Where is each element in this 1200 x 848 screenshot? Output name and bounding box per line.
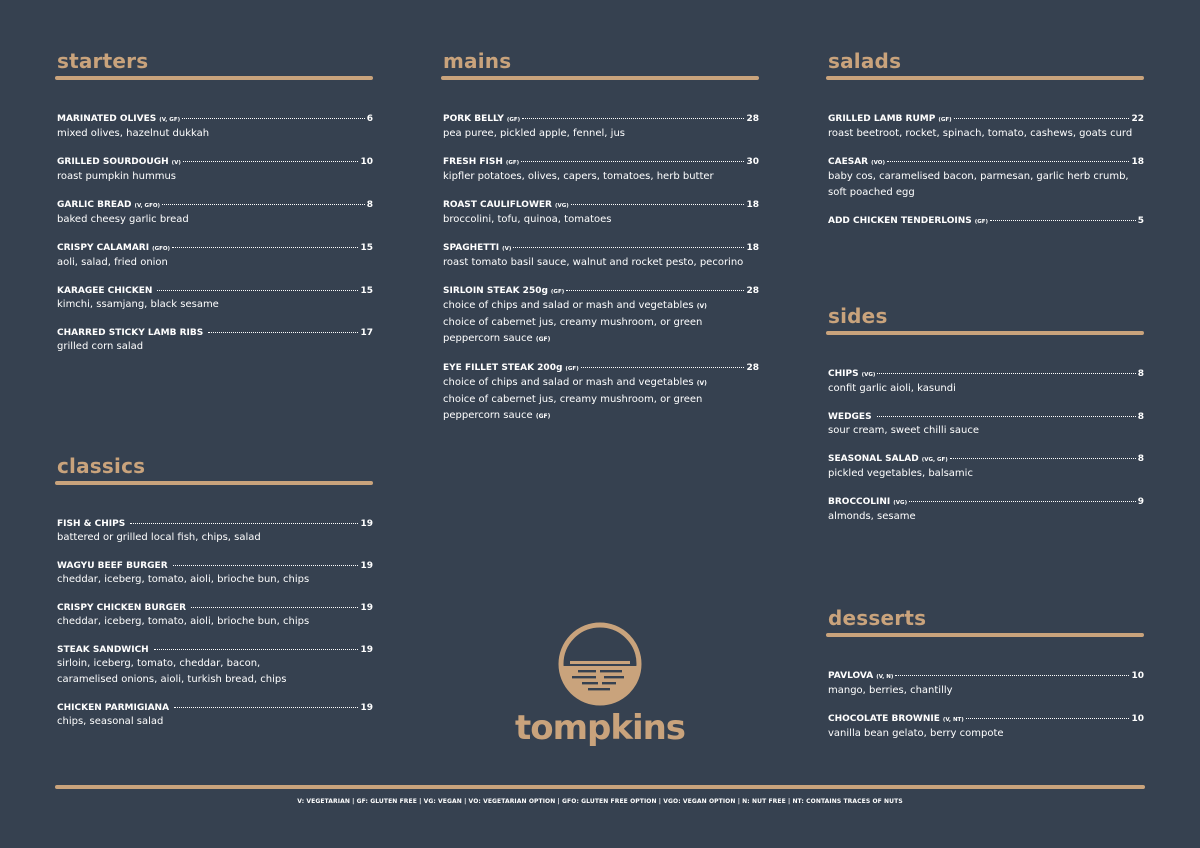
menu-item: [441, 362, 759, 425]
item-name: WAGYU BEEF BURGER: [57, 561, 168, 571]
item-price: 8: [1137, 454, 1144, 464]
menu-item: [55, 285, 373, 313]
item-name: FISH & CHIPS: [57, 519, 126, 529]
dot-leader: [173, 565, 359, 566]
dot-leader: [172, 247, 358, 248]
item-name: CRISPY CALAMARI: [57, 243, 150, 253]
menu-item: [55, 702, 373, 730]
dot-leader: [950, 458, 1136, 459]
item-tags: (GF): [565, 366, 579, 372]
dot-leader: [208, 332, 358, 333]
item-tags: (GF): [505, 160, 520, 166]
item-price: 28: [746, 363, 759, 373]
item-tags: (VO): [871, 160, 885, 166]
item-tags: (V, N): [876, 674, 894, 680]
dot-leader: [877, 373, 1135, 374]
item-description: kipfler potatoes, olives, capers, tomatoes, herb butter: [443, 171, 714, 182]
item-price: 19: [360, 561, 373, 571]
item-name: CHARRED STICKY LAMB RIBS: [57, 328, 204, 338]
section-title: desserts: [828, 606, 927, 630]
item-tags: (GF): [550, 289, 565, 295]
item-name: PAVLOVA: [828, 671, 874, 681]
item-description: sirloin, iceberg, tomato, cheddar, bacon, caramelised onions, aioli, turkish bread, chips: [57, 658, 287, 685]
menu-item: [826, 368, 1144, 397]
section-desserts: [826, 605, 1144, 756]
item-description: battered or grilled local fish, chips, salad: [57, 532, 261, 543]
section-divider: [826, 633, 1144, 637]
menu-item: [441, 242, 759, 271]
item-name: FRESH FISH: [443, 157, 503, 167]
item-tags: (GF): [938, 117, 952, 123]
dot-leader: [522, 118, 744, 119]
item-price: 19: [360, 519, 373, 529]
item-tags: (VG): [861, 372, 876, 378]
item-price: 10: [1131, 671, 1144, 681]
item-description: vanilla bean gelato, berry compote: [828, 728, 1004, 739]
item-tags: (GFO): [152, 246, 171, 252]
item-price: 5: [1137, 216, 1144, 226]
item-price: 6: [366, 114, 373, 124]
dot-leader: [581, 367, 745, 368]
menu-item: [826, 670, 1144, 699]
item-tags: (GF): [974, 219, 989, 225]
item-price: 17: [360, 328, 373, 338]
item-description: chips, seasonal salad: [57, 716, 164, 727]
dot-leader: [521, 161, 744, 162]
section-starters: [55, 48, 373, 369]
section-sides: [826, 303, 1144, 539]
menu-item: [826, 215, 1144, 228]
item-price: 18: [1131, 157, 1144, 167]
item-tags: (V): [502, 246, 512, 252]
item-price: 8: [1137, 412, 1144, 422]
dot-leader: [174, 707, 358, 708]
dot-leader: [909, 501, 1136, 502]
menu-item: [826, 496, 1144, 525]
dot-leader: [154, 649, 359, 650]
section-title: sides: [828, 304, 888, 328]
item-description: roast beetroot, rocket, spinach, tomato, cashews, goats curd: [828, 128, 1133, 139]
item-description: broccolini, tofu, quinoa, tomatoes: [443, 214, 612, 225]
item-name: MARINATED OLIVES: [57, 114, 157, 124]
menu-item: [826, 453, 1144, 482]
item-tags: (GF): [506, 117, 521, 123]
section-divider: [55, 76, 373, 80]
item-tags: (V): [171, 160, 181, 166]
item-tags: (VG): [554, 203, 569, 209]
menu-item: [826, 113, 1144, 142]
item-description: mixed olives, hazelnut dukkah: [57, 128, 210, 139]
item-tags: (VG, GF): [921, 457, 948, 463]
footer-divider: [55, 785, 1145, 789]
item-name: SEASONAL SALAD: [828, 454, 919, 464]
dot-leader: [887, 161, 1129, 162]
dot-leader: [566, 290, 744, 291]
item-price: 18: [746, 243, 759, 253]
section-salads: [826, 48, 1144, 242]
brand-logo: [510, 622, 690, 748]
menu-item: [826, 411, 1144, 439]
item-price: 15: [360, 243, 373, 253]
item-name: ROAST CAULIFLOWER: [443, 200, 552, 210]
item-description: baked cheesy garlic bread: [57, 214, 189, 225]
menu-item: [55, 113, 373, 142]
item-name: STEAK SANDWICH: [57, 645, 149, 655]
section-mains: [441, 48, 759, 439]
menu-item: [441, 199, 759, 228]
item-description: aoli, salad, fried onion: [57, 257, 168, 268]
item-name: GRILLED SOURDOUGH: [57, 157, 169, 167]
item-description: cheddar, iceberg, tomato, aioli, brioche bun, chips: [57, 574, 310, 585]
item-tags: (V, GF): [159, 117, 181, 123]
item-price: 19: [360, 603, 373, 613]
dot-leader: [183, 161, 359, 162]
dot-leader: [895, 675, 1129, 676]
section-title: classics: [57, 454, 146, 478]
menu-item: [55, 518, 373, 546]
item-tags: (V, NT): [942, 717, 964, 723]
item-description: roast pumpkin hummus: [57, 171, 177, 182]
item-price: 28: [746, 286, 759, 296]
item-name: GARLIC BREAD: [57, 200, 132, 210]
item-description: baby cos, caramelised bacon, parmesan, garlic herb crumb, soft poached egg: [828, 171, 1129, 198]
item-description: roast tomato basil sauce, walnut and rocket pesto, pecorino: [443, 257, 744, 268]
item-name: CHOCOLATE BROWNIE: [828, 714, 940, 724]
item-price: 15: [360, 286, 373, 296]
item-description: choice of chips and salad or mash and vegetables (V) choice of cabernet jus, creamy mushroom, or green peppercorn sauce (GF): [443, 377, 707, 421]
brand-wordmark: tompkins: [514, 708, 686, 748]
item-name: SPAGHETTI: [443, 243, 500, 253]
menu-item: [55, 156, 373, 185]
item-price: 9: [1137, 497, 1144, 507]
section-divider: [441, 76, 759, 80]
menu-item: [55, 644, 373, 688]
item-name: BROCCOLINI: [828, 497, 891, 507]
item-price: 10: [1131, 714, 1144, 724]
item-name: PORK BELLY: [443, 114, 504, 124]
item-name: EYE FILLET STEAK 200g: [443, 363, 563, 373]
item-price: 19: [360, 645, 373, 655]
dietary-legend: V: VEGETARIAN | GF: GLUTEN FREE | VG: VEGAN | VO: VEGETARIAN OPTION | GFO: GLUTEN FREE OPTION | VGO: VEGAN OPTION | N: NUT FREE | NT: CONTAINS TRACES OF NUTS: [297, 798, 903, 805]
item-price: 19: [360, 703, 373, 713]
dot-leader: [157, 290, 358, 291]
item-tags: (VG): [893, 500, 908, 506]
section-title: salads: [828, 49, 902, 73]
section-title: starters: [57, 49, 149, 73]
item-description: grilled corn salad: [57, 341, 144, 352]
menu-item: [441, 285, 759, 348]
dot-leader: [513, 247, 744, 248]
item-description: confit garlic aioli, kasundi: [828, 383, 956, 394]
item-description: sour cream, sweet chilli sauce: [828, 425, 979, 436]
section-classics: [55, 453, 373, 744]
dot-leader: [966, 718, 1130, 719]
menu-item: [826, 713, 1144, 742]
dot-leader: [877, 416, 1136, 417]
item-description: kimchi, ssamjang, black sesame: [57, 299, 219, 310]
dot-leader: [954, 118, 1130, 119]
section-divider: [826, 76, 1144, 80]
section-title: mains: [443, 49, 512, 73]
section-divider: [55, 481, 373, 485]
item-name: GRILLED LAMB RUMP: [828, 114, 936, 124]
item-price: 18: [746, 200, 759, 210]
item-description: choice of chips and salad or mash and vegetables (V) choice of cabernet jus, creamy mushroom, or green peppercorn sauce (GF): [443, 300, 707, 344]
menu-item: [441, 156, 759, 185]
item-name: WEDGES: [828, 412, 872, 422]
item-description: pickled vegetables, balsamic: [828, 468, 973, 479]
menu-item: [826, 156, 1144, 201]
item-name: ADD CHICKEN TENDERLOINS: [828, 216, 972, 226]
item-price: 8: [1137, 369, 1144, 379]
item-tags: (V, GFO): [134, 203, 161, 209]
item-description: mango, berries, chantilly: [828, 685, 953, 696]
item-name: CHICKEN PARMIGIANA: [57, 703, 170, 713]
section-divider: [826, 331, 1144, 335]
menu-item: [55, 327, 373, 355]
menu-item: [55, 602, 373, 630]
item-name: KARAGEE CHICKEN: [57, 286, 153, 296]
dot-leader: [162, 204, 365, 205]
menu-item: [55, 199, 373, 228]
item-price: 8: [366, 200, 373, 210]
item-price: 30: [746, 157, 759, 167]
menu-item: [55, 242, 373, 271]
dot-leader: [571, 204, 745, 205]
dot-leader: [182, 118, 365, 119]
menu-item: [55, 560, 373, 588]
item-name: CRISPY CHICKEN BURGER: [57, 603, 187, 613]
item-name: CHIPS: [828, 369, 859, 379]
item-price: 10: [360, 157, 373, 167]
menu-item: [441, 113, 759, 142]
dot-leader: [990, 220, 1136, 221]
dot-leader: [191, 607, 358, 608]
item-price: 22: [1131, 114, 1144, 124]
item-description: almonds, sesame: [828, 511, 916, 522]
item-description: cheddar, iceberg, tomato, aioli, brioche bun, chips: [57, 616, 310, 627]
dot-leader: [130, 523, 358, 524]
item-name: SIRLOIN STEAK 250g: [443, 286, 548, 296]
item-name: CAESAR: [828, 157, 869, 167]
sunset-logo-icon: [558, 622, 642, 706]
item-description: pea puree, pickled apple, fennel, jus: [443, 128, 625, 139]
item-price: 28: [746, 114, 759, 124]
